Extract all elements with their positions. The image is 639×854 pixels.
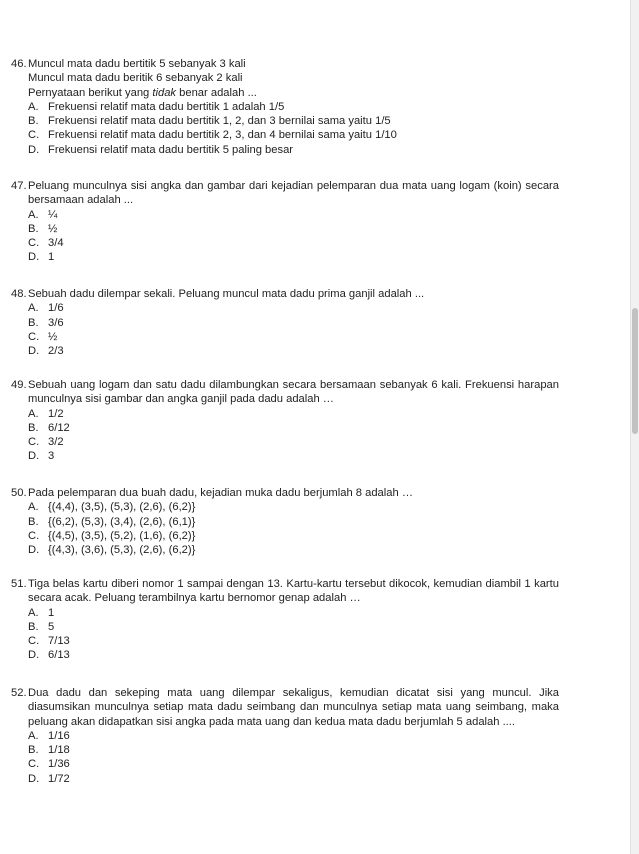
option-b: B. 6/12 (28, 421, 70, 434)
question-number: 50. (11, 487, 27, 499)
option-c: C. 7/13 (28, 635, 70, 648)
emphasis-word: tidak (152, 86, 177, 99)
option-a: A. {(4,4), (3,5), (5,3), (2,6), (6,2)} (28, 501, 196, 514)
question-stem: Pernyataan berikut yang tidak benar adalah ... (28, 86, 257, 99)
question-stem: Peluang munculnya sisi angka dan gambar dari kejadian pelemparan dua mata uang logam (koin) secara bersamaan adalah ... (28, 180, 559, 207)
question-stem: Sebuah dadu dilempar sekali. Peluang muncul mata dadu prima ganjil adalah ... (28, 288, 425, 300)
option-b: B. 1/18 (28, 744, 70, 757)
question-47 (11, 179, 559, 265)
option-d: D. 1 (28, 251, 55, 264)
option-c: C. 3/2 (28, 436, 64, 449)
scrollbar-thumb[interactable] (632, 308, 638, 434)
question-48 (11, 287, 559, 358)
option-a: A. 1/16 (28, 729, 70, 742)
question-stem: Tiga belas kartu diberi nomor 1 sampai dengan 13. Kartu-kartu tersebut dikocok, kemudian diambil 1 kartu secara acak. Peluang terambilnya kartu bernomor genap adalah … (28, 578, 559, 605)
question-line: Muncul mata dadu beritik 6 sebanyak 2 kali (28, 72, 243, 85)
option-d: D. Frekuensi relatif mata dadu bertitik 5 paling besar (28, 143, 294, 156)
question-stem: Dua dadu dan sekeping mata uang dilempar sekaligus, kemudian dicatat sisi yang muncul. Jika diasumsikan munculnya setiap mata dadu seimbang dan munculnya setiap mata uang seimbang, maka peluang akan didapatkan sisi angka pada mata uang dan kedua mata dadu berjumlah 5 adalah .... (28, 687, 559, 728)
question-number: 46. (11, 58, 27, 70)
option-b: B. 3/6 (28, 316, 64, 329)
option-d: D. 2/3 (28, 345, 64, 358)
question-46 (11, 57, 559, 157)
question-number: 49. (11, 379, 27, 391)
option-d: D. {(4,3), (3,6), (5,3), (2,6), (6,2)} (28, 544, 196, 557)
option-a: A. Frekuensi relatif mata dadu bertitik 1 adalah 1/5 (28, 100, 285, 113)
option-d: D. 1/72 (28, 772, 70, 785)
question-49 (11, 378, 559, 464)
option-b: B. 5 (28, 620, 55, 633)
option-c: C. {(4,5), (3,5), (5,2), (1,6), (6,2)} (28, 529, 196, 542)
option-b: B. {(6,2), (5,3), (3,4), (2,6), (6,1)} (28, 515, 196, 528)
option-b: B. ½ (28, 222, 58, 235)
question-number: 47. (11, 180, 27, 192)
option-a: A. 1/6 (28, 302, 64, 315)
vertical-scrollbar[interactable] (630, 0, 639, 854)
option-a: A. 1 (28, 606, 55, 619)
option-d: D. 3 (28, 450, 55, 463)
question-stem: Pada pelemparan dua buah dadu, kejadian muka dadu berjumlah 8 adalah … (28, 487, 414, 499)
question-51 (11, 577, 559, 663)
option-a: A. ¼ (28, 208, 58, 221)
option-b: B. Frekuensi relatif mata dadu bertitik 1, 2, dan 3 bernilai sama yaitu 1/5 (28, 115, 391, 128)
option-c: C. Frekuensi relatif mata dadu bertitik 2, 3, dan 4 bernilai sama yaitu 1/10 (28, 129, 397, 142)
option-c: C. ½ (28, 330, 58, 343)
option-c: C. 3/4 (28, 237, 64, 250)
question-number: 48. (11, 288, 27, 300)
option-c: C. 1/36 (28, 758, 70, 771)
option-d: D. 6/13 (28, 649, 70, 662)
option-a: A. 1/2 (28, 407, 64, 420)
question-stem: Sebuah uang logam dan satu dadu dilambungkan secara bersamaan sebanyak 6 kali. Frekuensi harapan munculnya sisi gambar dan angka ganjil pada dadu adalah … (28, 379, 559, 406)
question-52 (11, 686, 559, 786)
question-50 (11, 486, 559, 557)
question-number: 51. (11, 578, 27, 590)
question-line: Muncul mata dadu bertitik 5 sebanyak 3 kali (28, 58, 246, 70)
question-number: 52. (11, 687, 27, 699)
